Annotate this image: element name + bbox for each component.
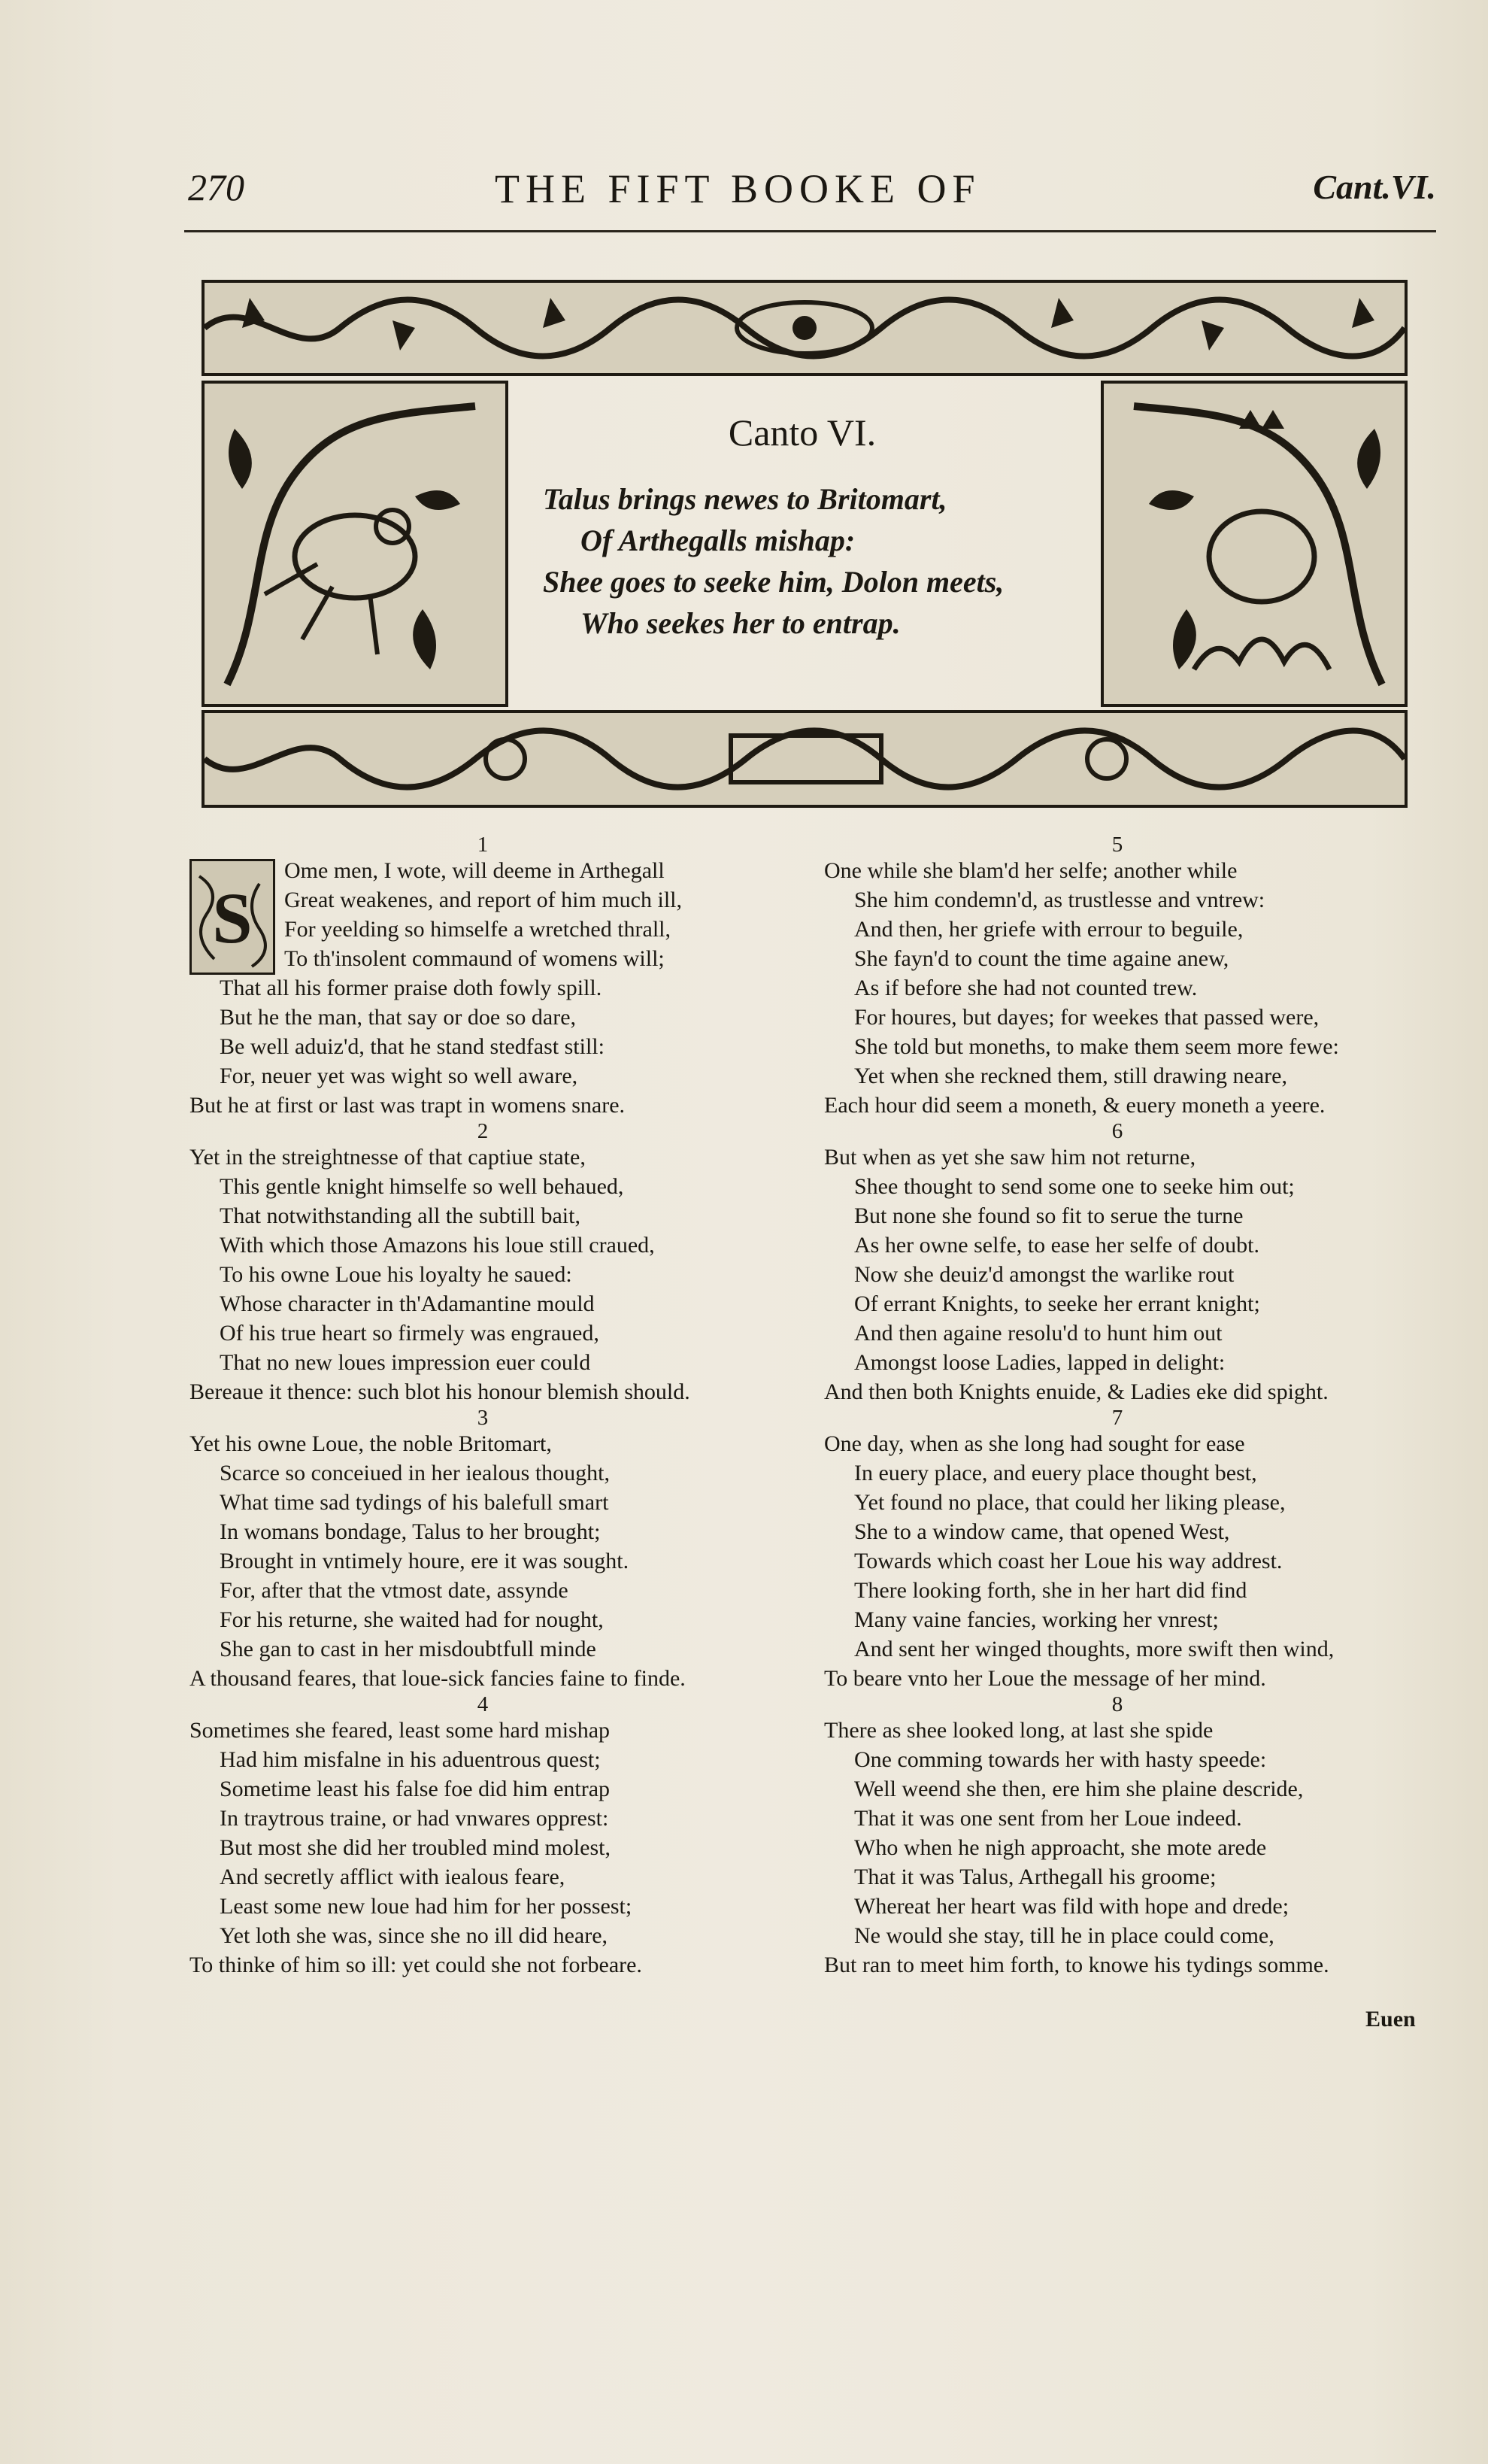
argument-line: Shee goes to seeke him, Dolon meets, bbox=[543, 565, 1005, 599]
verse-line: Of errant Knights, to seeke her errant knight; bbox=[854, 1291, 1260, 1316]
verse-line: To thinke of him so ill: yet could she not forbeare. bbox=[189, 1953, 642, 1977]
verse-line: Yet found no place, that could her liking please, bbox=[854, 1490, 1286, 1515]
verse-line: Yet his owne Loue, the noble Britomart, bbox=[189, 1431, 552, 1456]
verse-line: That all his former praise doth fowly spill. bbox=[220, 976, 602, 1000]
verse-line: In traytrous traine, or had vnwares opprest: bbox=[220, 1806, 609, 1831]
verse-line: Sometime least his false foe did him entrap bbox=[220, 1777, 611, 1801]
stanza bbox=[824, 1120, 1411, 1406]
verse-line: What time sad tydings of his balefull smart bbox=[220, 1490, 609, 1515]
verse-line: She told but moneths, to make them seem more fewe: bbox=[854, 1034, 1339, 1059]
stanza bbox=[189, 833, 776, 1120]
foliage-band-icon bbox=[205, 283, 1405, 373]
verse-line: With which those Amazons his loue still craued, bbox=[220, 1233, 655, 1258]
verse-line: And sent her winged thoughts, more swift then wind, bbox=[854, 1637, 1335, 1661]
drop-cap-block bbox=[189, 856, 776, 973]
verse-line: Had him misfalne in his aduentrous quest; bbox=[220, 1747, 601, 1772]
verse-line: Towards which coast her Loue his way addrest. bbox=[854, 1549, 1283, 1573]
verse-line: For, neuer yet was wight so well aware, bbox=[220, 1064, 578, 1088]
verse-line: Many vaine fancies, working her vnrest; bbox=[854, 1607, 1219, 1632]
verse-line: Who when he nigh approacht, she mote arede bbox=[854, 1835, 1267, 1860]
verse-line: For his returne, she waited had for nought, bbox=[220, 1607, 604, 1632]
verse-line: Great weakenes, and report of him much ill, bbox=[284, 888, 682, 912]
canto-argument bbox=[543, 478, 1004, 644]
phoenix-woodcut-icon bbox=[1104, 384, 1405, 704]
stanza-number: 4 bbox=[477, 1692, 489, 1716]
stanza-number: 1 bbox=[477, 833, 489, 857]
verse-line: Be well aduiz'd, that he stand stedfast still: bbox=[220, 1034, 605, 1059]
verse-line: One while she blam'd her selfe; another while bbox=[824, 858, 1238, 883]
verse-line: Well weend she then, ere him she plaine descride, bbox=[854, 1777, 1304, 1801]
verse-line: But none she found so fit to serue the turne bbox=[854, 1203, 1244, 1228]
verse-line: Whereat her heart was fild with hope and drede; bbox=[854, 1894, 1289, 1919]
verse-line: One day, when as she long had sought for ease bbox=[824, 1431, 1245, 1456]
ornament-right-panel bbox=[1101, 381, 1408, 707]
verse-line: A thousand feares, that loue-sick fancies faine to finde. bbox=[189, 1666, 686, 1691]
page-number: 270 bbox=[188, 166, 244, 208]
verse-line: For houres, but dayes; for weekes that passed were, bbox=[854, 1005, 1320, 1030]
running-header bbox=[188, 165, 1436, 218]
verse-line: That it was Talus, Arthegall his groome; bbox=[854, 1865, 1217, 1889]
verse-line: For, after that the vtmost date, assynde bbox=[220, 1578, 568, 1603]
ornament-bottom-band bbox=[202, 710, 1408, 808]
verse-line: This gentle knight himselfe so well behaued, bbox=[220, 1174, 624, 1199]
verse-line: But most she did her troubled mind molest, bbox=[220, 1835, 611, 1860]
verse-line: Yet when she reckned them, still drawing neare, bbox=[854, 1064, 1287, 1088]
argument-line: Of Arthegalls mishap: bbox=[580, 523, 856, 557]
verse-line: As if before she had not counted trew. bbox=[854, 976, 1198, 1000]
verse-line: Ne would she stay, till he in place could come, bbox=[854, 1923, 1274, 1948]
text-column-right bbox=[824, 833, 1411, 1980]
verse-line: To th'insolent commaund of womens will; bbox=[284, 946, 665, 971]
bird-woodcut-icon bbox=[205, 384, 505, 704]
verse-line: Amongst loose Ladies, lapped in delight: bbox=[854, 1350, 1226, 1375]
running-title: THE FIFT BOOKE OF bbox=[495, 166, 981, 211]
verse-line: For yeelding so himselfe a wretched thrall, bbox=[284, 917, 671, 942]
stanza-number: 5 bbox=[1111, 833, 1123, 857]
verse-line: To his owne Loue his loyalty he saued: bbox=[220, 1262, 572, 1287]
verse-line: Now she deuiz'd amongst the warlike rout bbox=[854, 1262, 1235, 1287]
canto-headpiece-panel bbox=[516, 381, 1089, 701]
verse-line: Bereaue it thence: such blot his honour blemish should. bbox=[189, 1379, 690, 1404]
verse-line: She him condemn'd, as trustlesse and vntrew: bbox=[854, 888, 1265, 912]
header-rule bbox=[184, 230, 1436, 232]
canto-title: Canto VI. bbox=[728, 411, 877, 454]
stanza-number: 6 bbox=[1111, 1119, 1123, 1143]
argument-line: Who seekes her to entrap. bbox=[580, 606, 901, 640]
stanza bbox=[189, 1120, 776, 1406]
verse-line: And then againe resolu'd to hunt him out bbox=[854, 1321, 1223, 1346]
verse-line: She to a window came, that opened West, bbox=[854, 1519, 1230, 1544]
verse-line: She fayn'd to count the time againe anew, bbox=[854, 946, 1229, 971]
ornament-top-band bbox=[202, 280, 1408, 376]
verse-line: Ome men, I wote, will deeme in Arthegall bbox=[284, 858, 665, 883]
verse-line: There looking forth, she in her hart did find bbox=[854, 1578, 1247, 1603]
verse-line: But when as yet she saw him not returne, bbox=[824, 1145, 1196, 1170]
verse-line: That notwithstanding all the subtill bait, bbox=[220, 1203, 580, 1228]
stanza bbox=[189, 1693, 776, 1980]
verse-line: Brought in vntimely houre, ere it was sought. bbox=[220, 1549, 629, 1573]
verse-line: That no new loues impression euer could bbox=[220, 1350, 591, 1375]
verse-line: Yet in the streightnesse of that captiue state, bbox=[189, 1145, 586, 1170]
stanza-number: 2 bbox=[477, 1119, 489, 1143]
verse-line: But he at first or last was trapt in womens snare. bbox=[189, 1093, 626, 1118]
verse-line: Each hour did seem a moneth, & euery moneth a yeere. bbox=[824, 1093, 1326, 1118]
verse-line: Yet loth she was, since she no ill did heare, bbox=[220, 1923, 608, 1948]
verse-line: Least some new loue had him for her possest; bbox=[220, 1894, 632, 1919]
catchword: Euen bbox=[1365, 2007, 1416, 2032]
svg-text:S: S bbox=[212, 878, 253, 958]
stanza-number: 8 bbox=[1111, 1692, 1123, 1716]
verse-line: And then, her griefe with errour to beguile, bbox=[854, 917, 1244, 942]
foliage-band-icon bbox=[205, 713, 1405, 805]
canto-reference: Cant.VI. bbox=[1313, 168, 1436, 206]
verse-line: Sometimes she feared, least some hard mishap bbox=[189, 1718, 611, 1743]
verse-line: In womans bondage, Talus to her brought; bbox=[220, 1519, 601, 1544]
verse-line: And then both Knights enuide, & Ladies eke did spight. bbox=[824, 1379, 1329, 1404]
stanza-number: 3 bbox=[477, 1406, 489, 1430]
verse-line: But he the man, that say or doe so dare, bbox=[220, 1005, 577, 1030]
argument-line: Talus brings newes to Britomart, bbox=[543, 482, 947, 516]
text-column-left bbox=[189, 833, 776, 1980]
verse-line: She gan to cast in her misdoubtfull minde bbox=[220, 1637, 596, 1661]
verse-line: As her owne selfe, to ease her selfe of doubt. bbox=[854, 1233, 1259, 1258]
verse-line: That it was one sent from her Loue indeed. bbox=[854, 1806, 1242, 1831]
verse-line: Whose character in th'Adamantine mould bbox=[220, 1291, 595, 1316]
stanza bbox=[824, 1406, 1411, 1693]
verse-line: Shee thought to send some one to seeke him out; bbox=[854, 1174, 1295, 1199]
stanza bbox=[189, 1406, 776, 1693]
verse-line: Scarce so conceiued in her iealous thought, bbox=[220, 1461, 610, 1485]
verse-line: One comming towards her with hasty speede: bbox=[854, 1747, 1267, 1772]
verse-line: There as shee looked long, at last she spide bbox=[824, 1718, 1214, 1743]
stanza-number: 7 bbox=[1111, 1406, 1123, 1430]
verse-line: And secretly afflict with iealous feare, bbox=[220, 1865, 565, 1889]
ornament-left-panel bbox=[202, 381, 508, 707]
stanza bbox=[824, 1693, 1411, 1980]
verse-line: Of his true heart so firmely was engraued, bbox=[220, 1321, 599, 1346]
decorated-initial-icon bbox=[189, 859, 275, 975]
stanza bbox=[824, 833, 1411, 1120]
verse-line: But ran to meet him forth, to knowe his tydings somme. bbox=[824, 1953, 1329, 1977]
verse-line: To beare vnto her Loue the message of her mind. bbox=[824, 1666, 1266, 1691]
verse-line: In euery place, and euery place thought best, bbox=[854, 1461, 1257, 1485]
